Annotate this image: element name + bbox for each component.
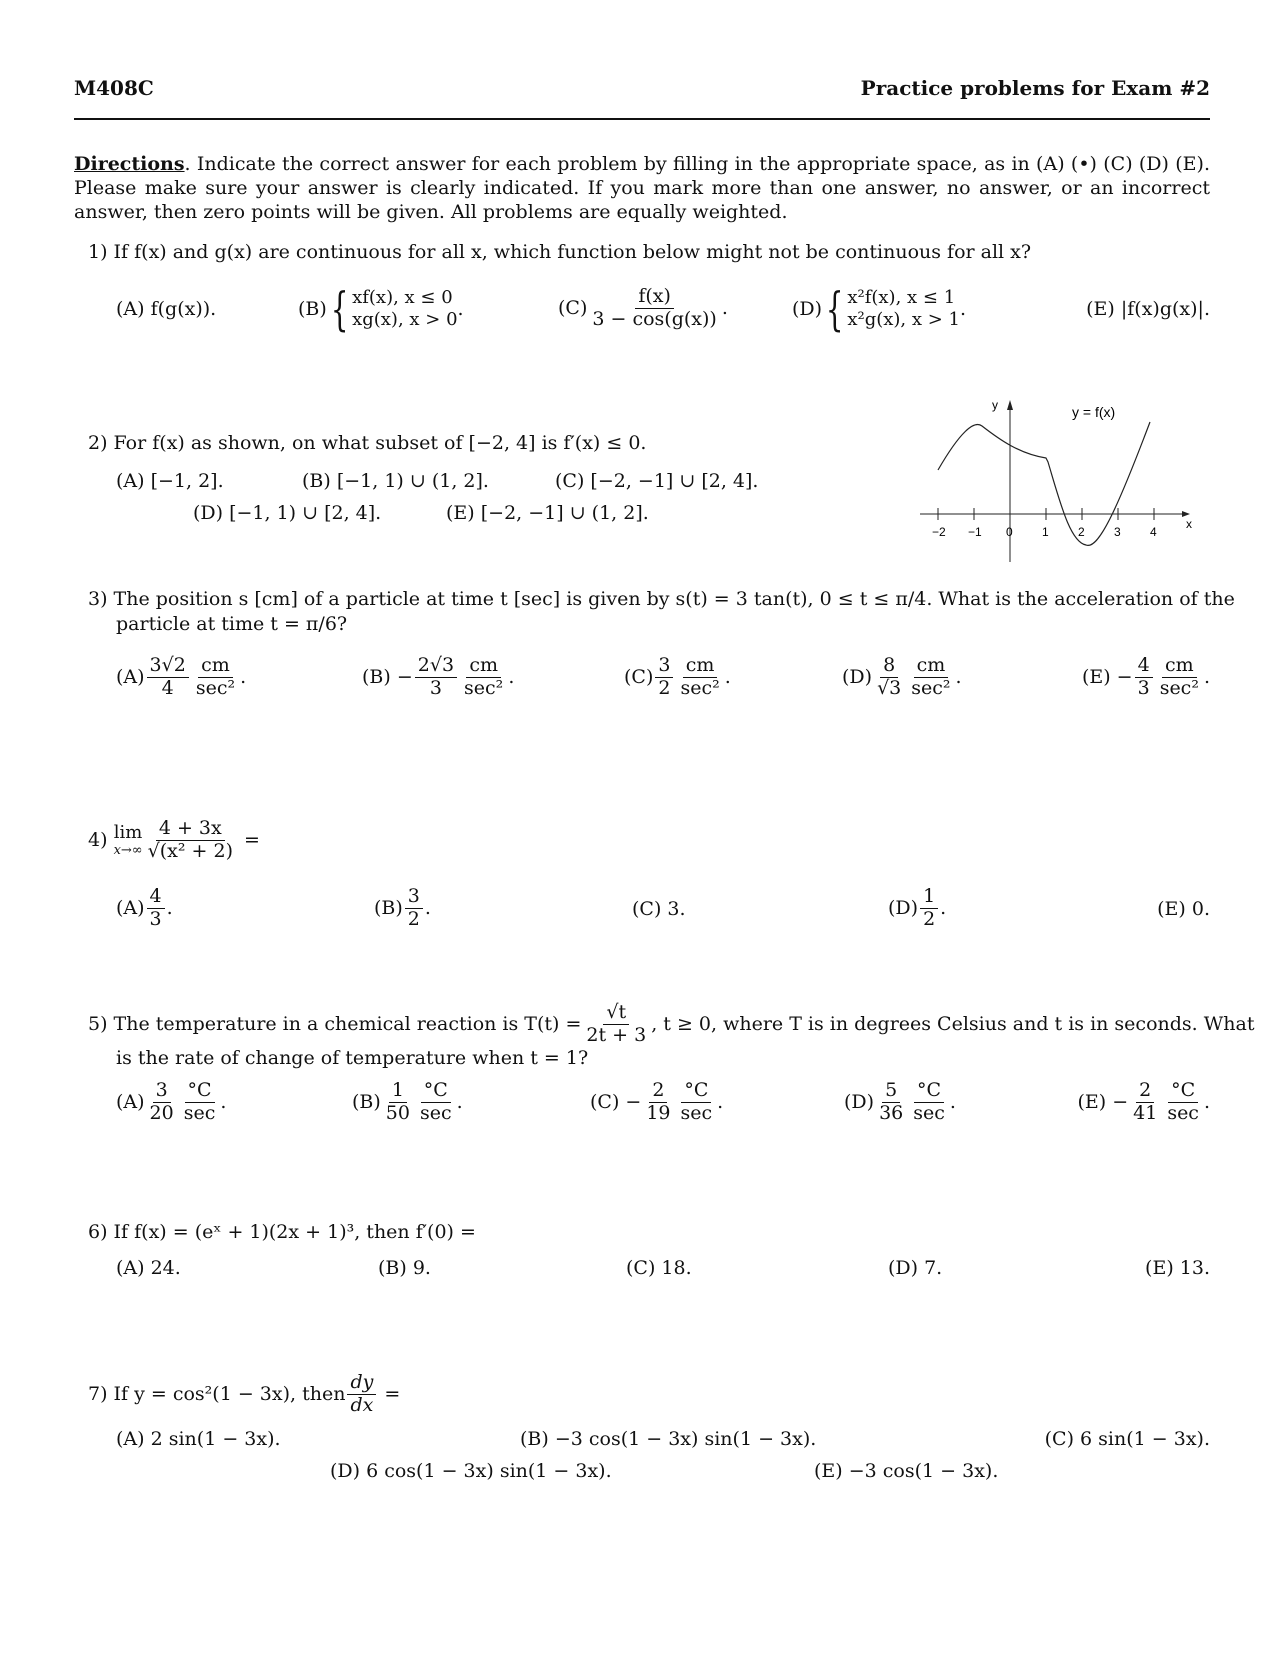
q5-d-fraction bbox=[876, 1080, 906, 1125]
q3-d-den: √3 bbox=[877, 676, 902, 699]
q1-d-case2: x²g(x), x > 1 bbox=[847, 309, 961, 330]
unit-den: sec² bbox=[1159, 676, 1199, 699]
unit-num: °C bbox=[185, 1080, 215, 1103]
q5-c-num: 2 bbox=[649, 1080, 667, 1103]
q5-d-unit bbox=[910, 1080, 948, 1125]
header-rule bbox=[74, 118, 1210, 120]
q4-d-num: 1 bbox=[920, 886, 938, 909]
q5-c-unit bbox=[678, 1080, 716, 1125]
q5-b-den: 50 bbox=[385, 1101, 410, 1124]
q3-e-fraction bbox=[1135, 655, 1153, 700]
q5-option-c: (C) − $\frac{2}{19}$ $\frac{^\circ C}{\sec}$ . bbox=[590, 1079, 724, 1124]
q7-option-c: (C) 6 sin(1 − 3x). bbox=[1044, 1428, 1210, 1450]
q5-d-num: 5 bbox=[882, 1080, 900, 1103]
q1-b-cases bbox=[352, 287, 457, 331]
tick-label-0: 0 bbox=[1006, 525, 1013, 539]
q7-option-d: (D) 6 cos(1 − 3x) sin(1 − 3x). bbox=[330, 1460, 612, 1482]
q3-b-unit bbox=[461, 655, 506, 700]
q3-b-num: 2√3 bbox=[415, 655, 457, 678]
q2-option-d: (D) [−1, 1) ∪ [2, 4]. bbox=[193, 502, 382, 524]
q5-e-label: (E) − bbox=[1077, 1091, 1129, 1114]
q3-a-unit bbox=[193, 655, 238, 700]
q4-a-label: (A) bbox=[116, 897, 145, 920]
q3-b-fraction bbox=[415, 655, 457, 700]
graph-title: y = f(x) bbox=[1072, 404, 1116, 420]
q3-b-den: 3 bbox=[429, 676, 442, 699]
q4-d-label: (D) bbox=[888, 897, 919, 920]
q5-c-label: (C) − bbox=[590, 1091, 642, 1114]
q5-a-den: 20 bbox=[149, 1101, 174, 1124]
q2-option-b: (B) [−1, 1) ∪ (1, 2]. bbox=[302, 470, 489, 492]
y-axis-arrow-icon bbox=[1007, 400, 1013, 410]
q1-b-label: (B) bbox=[298, 298, 327, 320]
q4-d-den: 2 bbox=[923, 907, 936, 930]
tick-label-neg2: −2 bbox=[932, 525, 946, 539]
unit-num: cm bbox=[198, 655, 233, 678]
q3-e-unit bbox=[1157, 655, 1202, 700]
q1-d-cases bbox=[847, 287, 960, 331]
q6-option-b: (B) 9. bbox=[378, 1257, 431, 1279]
q1-option-c: (C) $\frac{f(x)}{3 - \cos(g(x))}$ . bbox=[558, 285, 728, 330]
q6-option-d: (D) 7. bbox=[888, 1257, 943, 1279]
q5-a-num: 3 bbox=[153, 1080, 171, 1103]
q5-t-num: √t bbox=[603, 1002, 629, 1025]
q3-option-d: (D) $\frac{8}{√3}$ $\frac{cm}{\text{sec²}}$ . bbox=[842, 654, 962, 699]
unit-num: °C bbox=[681, 1080, 711, 1103]
q5-stem-line1 bbox=[88, 1002, 1254, 1047]
q3-stem-line2: particle at time t = π/6? bbox=[116, 613, 348, 635]
brace-symbol: { bbox=[825, 282, 844, 336]
q3-a-fraction bbox=[147, 655, 189, 700]
q5-option-e: (E) − $\frac{2}{41}$ $\frac{^\circ C}{\sec}$ . bbox=[1077, 1079, 1210, 1124]
q3-a-label: (A) bbox=[116, 666, 145, 689]
directions bbox=[74, 152, 1210, 224]
q4-b-fraction bbox=[405, 886, 423, 931]
q3-d-num: 8 bbox=[880, 655, 898, 678]
unit-num: °C bbox=[914, 1080, 944, 1103]
course-code: M408C bbox=[74, 76, 154, 100]
q4-stem bbox=[88, 818, 260, 863]
q5-b-label: (B) bbox=[352, 1091, 381, 1114]
q3-option-c: (C) $\frac{3}{2}$ $\frac{cm}{\text{sec²}}$ . bbox=[624, 654, 731, 699]
q4-label: 4) bbox=[88, 829, 108, 852]
q4-num: 4 + 3x bbox=[156, 818, 225, 841]
q5-e-unit bbox=[1164, 1080, 1202, 1125]
unit-den: sec² bbox=[195, 676, 236, 699]
q3-b-label: (B) − bbox=[362, 666, 413, 689]
tick-label-3: 3 bbox=[1114, 525, 1121, 539]
unit-num: cm bbox=[914, 655, 949, 678]
q1-option-b: (B) { xf(x), x ≤ 0 xg(x), x > 0 . bbox=[298, 282, 464, 336]
q4-a-fraction bbox=[147, 886, 165, 931]
unit-den: sec² bbox=[464, 676, 504, 699]
q4-d-fraction bbox=[920, 886, 938, 931]
q5-c-fraction bbox=[643, 1080, 673, 1125]
unit-den: sec bbox=[419, 1101, 452, 1124]
q3-stem-line1: 3) The position s [cm] of a particle at time t [sec] is given by s(t) = 3 tan(t), 0 ≤ t ≤ π/4. What is the acceleration of the bbox=[88, 588, 1235, 610]
q1-c-fraction bbox=[589, 286, 719, 331]
q1-c-den: 3 − cos(g(x)) bbox=[592, 307, 717, 330]
q1-option-a: (A) f(g(x)). bbox=[116, 298, 217, 320]
q2-option-c: (C) [−2, −1] ∪ [2, 4]. bbox=[555, 470, 759, 492]
q1-c-num: f(x) bbox=[635, 286, 674, 309]
q7-dy: dy bbox=[347, 1372, 376, 1395]
q5-stem-post: , t ≥ 0, where T is in degrees Celsius and t is in seconds. What bbox=[651, 1013, 1255, 1036]
q4-den: √(x² + 2) bbox=[147, 839, 233, 862]
q4-a-den: 3 bbox=[149, 907, 162, 930]
q3-e-den: 3 bbox=[1137, 676, 1150, 699]
unit-num: cm bbox=[1162, 655, 1197, 678]
q5-b-unit bbox=[417, 1080, 455, 1125]
q5-option-a: (A) $\frac{3}{20}$ $\frac{^\circ C}{\sec}$ . bbox=[116, 1079, 227, 1124]
q2-option-a: (A) [−1, 2]. bbox=[116, 470, 224, 492]
q4-b-num: 3 bbox=[405, 886, 423, 909]
tick-label-1: 1 bbox=[1042, 525, 1049, 539]
q5-option-b: (B) $\frac{1}{50}$ $\frac{^\circ C}{\sec}$ . bbox=[352, 1079, 463, 1124]
q2-stem: 2) For f(x) as shown, on what subset of [−2, 4] is f′(x) ≤ 0. bbox=[88, 432, 647, 454]
q7-option-a: (A) 2 sin(1 − 3x). bbox=[116, 1428, 281, 1450]
brace-symbol: { bbox=[330, 282, 349, 336]
unit-den: sec² bbox=[680, 676, 720, 699]
q7-option-b: (B) −3 cos(1 − 3x) sin(1 − 3x). bbox=[520, 1428, 817, 1450]
q1-stem: 1) If f(x) and g(x) are continuous for all x, which function below might not be continuous for all x? bbox=[88, 241, 1032, 263]
q5-stem-pre: 5) The temperature in a chemical reaction is T(t) = bbox=[88, 1013, 582, 1036]
q3-d-label: (D) bbox=[842, 666, 873, 689]
q3-c-label: (C) bbox=[624, 666, 654, 689]
q4-option-d: (D) $\frac{1}{2}$ . bbox=[888, 885, 947, 930]
q2-function-graph bbox=[920, 392, 1200, 567]
q6-option-a: (A) 24. bbox=[116, 1257, 181, 1279]
q5-e-den: 41 bbox=[1133, 1101, 1158, 1124]
q4-b-den: 2 bbox=[407, 907, 420, 930]
q6-option-e: (E) 13. bbox=[1145, 1257, 1210, 1279]
q5-e-num: 2 bbox=[1136, 1080, 1154, 1103]
unit-den: sec bbox=[183, 1101, 216, 1124]
q3-e-num: 4 bbox=[1135, 655, 1153, 678]
q3-c-unit bbox=[677, 655, 722, 700]
q3-option-b: (B) − $\frac{2√3}{3}$ $\frac{cm}{\text{sec²}}$ . bbox=[362, 654, 515, 699]
q5-option-d: (D) $\frac{5}{36}$ $\frac{^\circ C}{\sec}$ . bbox=[844, 1079, 956, 1124]
q1-option-d: (D) { x²f(x), x ≤ 1 x²g(x), x > 1 . bbox=[792, 282, 967, 336]
q4-limit bbox=[114, 822, 143, 858]
directions-text: . Indicate the correct answer for each problem by filling in the appropriate space, as in (A) (•) (C) (D) (E). Please make sure your answer is clearly indicated. If you mark more than one answer, no answer, or an incorrect answer, then zero points will be given. All problems are equally weighted. bbox=[74, 153, 1210, 223]
q5-c-den: 19 bbox=[646, 1101, 671, 1124]
directions-label: Directions bbox=[74, 153, 185, 175]
q4-equals: = bbox=[244, 829, 260, 852]
q7-equals: = bbox=[384, 1383, 401, 1406]
q4-a-num: 4 bbox=[147, 886, 165, 909]
q4-option-e: (E) 0. bbox=[1157, 898, 1210, 920]
q4-option-b: (B) $\frac{3}{2}$ . bbox=[374, 885, 431, 930]
q5-t-den: 2t + 3 bbox=[586, 1023, 647, 1046]
unit-num: °C bbox=[421, 1080, 451, 1103]
q5-b-fraction bbox=[383, 1080, 413, 1125]
q5-stem-line2: is the rate of change of temperature when t = 1? bbox=[116, 1047, 589, 1069]
q3-e-label: (E) − bbox=[1081, 666, 1133, 689]
unit-num: cm bbox=[683, 655, 718, 678]
q3-d-unit bbox=[908, 655, 953, 700]
q1-b-case2: xg(x), x > 0 bbox=[352, 309, 458, 330]
q6-stem: 6) If f(x) = (eˣ + 1)(2x + 1)³, then f′(0) = bbox=[88, 1221, 476, 1243]
q3-option-e: (E) − $\frac{4}{3}$ $\frac{cm}{\text{sec²}}$ . bbox=[1081, 654, 1210, 699]
q5-e-fraction bbox=[1130, 1080, 1160, 1125]
q1-b-case1: xf(x), x ≤ 0 bbox=[352, 287, 453, 308]
q1-d-label: (D) bbox=[792, 298, 823, 320]
unit-num: °C bbox=[1168, 1080, 1198, 1103]
q1-c-label: (C) bbox=[558, 297, 588, 320]
q7-stem-text: 7) If y = cos²(1 − 3x), then bbox=[88, 1383, 346, 1406]
lim-word: lim bbox=[113, 822, 143, 844]
q3-a-den: 4 bbox=[161, 676, 174, 699]
q7-option-e: (E) −3 cos(1 − 3x). bbox=[814, 1460, 999, 1482]
x-axis-label: x bbox=[1186, 517, 1192, 531]
q4-b-label: (B) bbox=[374, 897, 403, 920]
q3-c-num: 3 bbox=[655, 655, 673, 678]
unit-den: sec bbox=[913, 1101, 945, 1124]
q5-b-num: 1 bbox=[389, 1080, 407, 1103]
q4-option-c: (C) 3. bbox=[632, 898, 686, 920]
q5-a-label: (A) bbox=[116, 1091, 145, 1114]
tick-label-neg1: −1 bbox=[968, 525, 982, 539]
q7-stem bbox=[88, 1372, 400, 1417]
q5-t-fraction bbox=[583, 1002, 649, 1047]
q1-option-e: (E) |f(x)g(x)|. bbox=[1086, 298, 1210, 320]
unit-den: sec bbox=[680, 1101, 713, 1124]
q5-a-unit bbox=[181, 1080, 219, 1125]
q2-option-e: (E) [−2, −1] ∪ (1, 2]. bbox=[446, 502, 649, 524]
q3-c-den: 2 bbox=[658, 676, 671, 699]
tick-label-2: 2 bbox=[1078, 525, 1085, 539]
q5-d-label: (D) bbox=[844, 1091, 875, 1114]
unit-num: cm bbox=[466, 655, 501, 678]
q5-a-fraction bbox=[147, 1080, 177, 1125]
page-title: Practice problems for Exam #2 bbox=[860, 76, 1210, 100]
q4-fraction bbox=[145, 818, 236, 863]
tick-label-4: 4 bbox=[1150, 525, 1157, 539]
q3-c-fraction bbox=[655, 655, 673, 700]
y-axis-label: y bbox=[992, 398, 998, 412]
q3-a-num: 3√2 bbox=[147, 655, 189, 678]
q6-option-c: (C) 18. bbox=[626, 1257, 692, 1279]
q5-d-den: 36 bbox=[879, 1101, 904, 1124]
q1-d-case1: x²f(x), x ≤ 1 bbox=[847, 287, 956, 308]
q7-derivative bbox=[347, 1372, 376, 1417]
q3-option-a: (A) $\frac{3√2}{4}$ $\frac{cm}{\text{sec²}}$ . bbox=[116, 654, 247, 699]
q4-option-a: (A) $\frac{4}{3}$ . bbox=[116, 885, 173, 930]
lim-subscript: x→∞ bbox=[113, 843, 143, 859]
q7-dx: dx bbox=[350, 1393, 374, 1416]
q3-d-fraction bbox=[874, 655, 904, 700]
unit-den: sec² bbox=[911, 676, 951, 699]
unit-den: sec bbox=[1167, 1101, 1199, 1124]
